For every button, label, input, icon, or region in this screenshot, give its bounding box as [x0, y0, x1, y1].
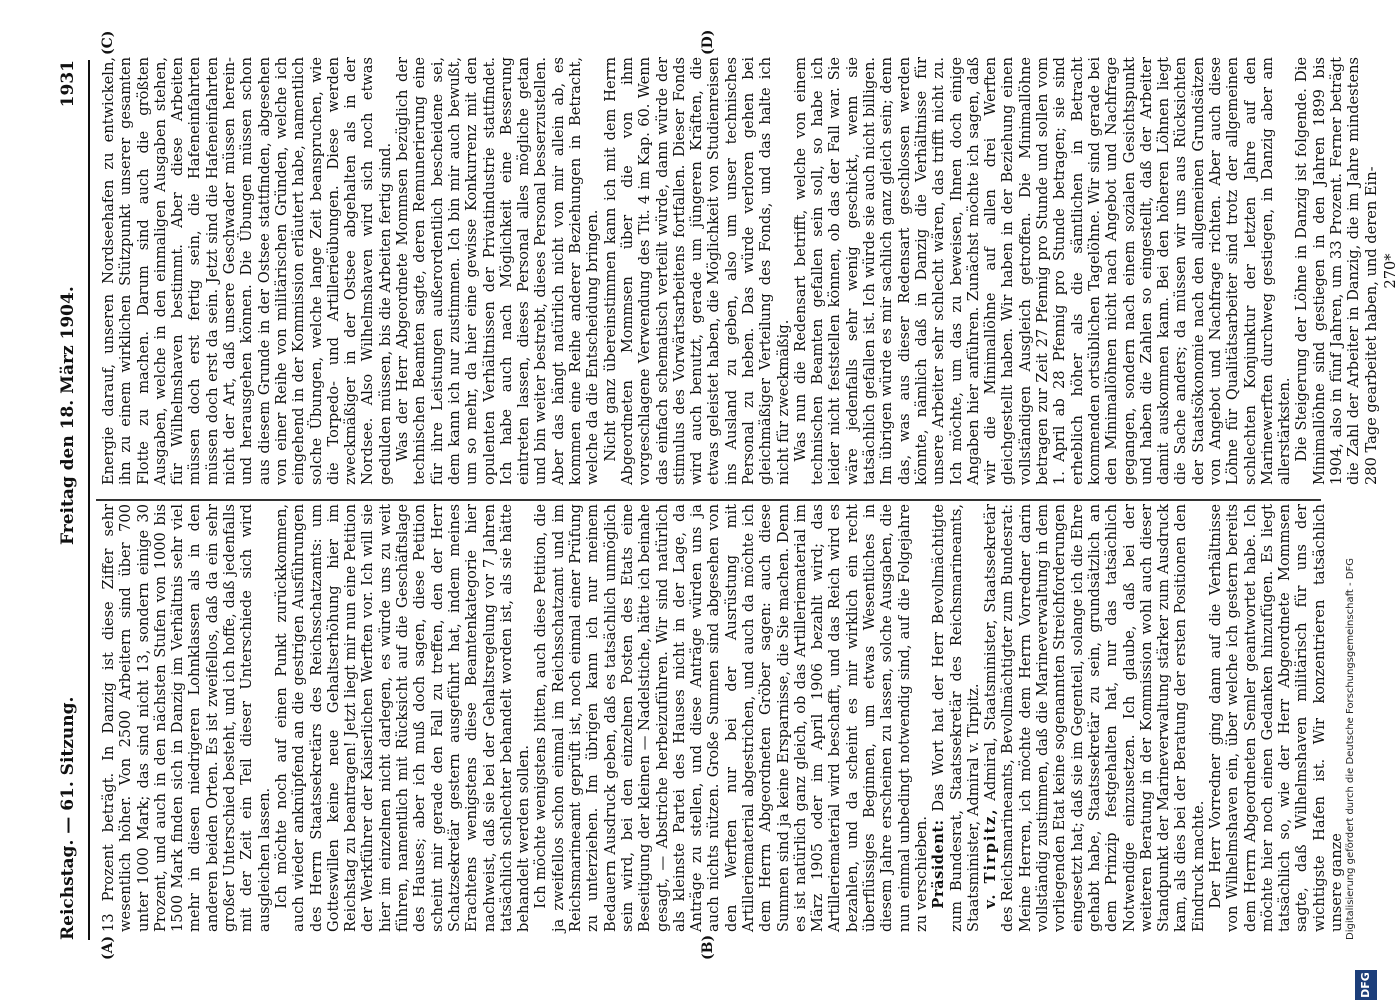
column-divider [96, 500, 1321, 502]
paragraph: Ich möchte wenigstens bitten, auch diese Petition, die ja zweifellos schon einmal im Reichsschatzamt und im Reichsmarineamt geprüft ist, noch einmal einer Prüfung zu unterziehen. Im übrigen kann ich nur meinem Bedauern Ausdruck geben, daß es tatsächlich unmöglich sein wird, bei den einzelnen Posten des Etats eine Beseitigung der kleinen — Nadelstiche, hätte ich beinahe gesagt, — Abstriche herbeizuführen. Wir sind natürlich als kleinste Partei des Hauses nicht in der Lage, da Anträge zu stellen, und diese Anträge würden uns ja auch nichts nützen. Große Summen sind abgesehen von den Werften nur bei der Ausrüstung mit Artilleriematerial abgestrichen, und auch da möchte ich dem Herrn Abgeordneten Gröber sagen: auch diese Summen sind ja keine Ersparnisse, die Sie machen. Denn es ist natürlich ganz gleich, ob das Artilleriematerial im März 1905 oder im April 1906 bezahlt wird; das Artilleriematerial wird beschafft, und das Reich wird es bezahlen, und da scheint es mir wirklich ein recht überflüssiges Beginnen, um etwas Wesentliches in diesem Jahre erscheinen zu lassen, solche Ausgaben, die nun einmal unbedingt notwendig sind, auf die Folgejahre zu verschieben. [532, 504, 930, 932]
paragraph [982, 504, 1207, 932]
paragraph: Was nun die Redensart betrifft, welche von einem technischen Beamten gefallen sein soll, so habe ich leider nicht feststellen können, ob das der Fall war. Sie wäre jedenfalls sehr wenig geschickt, wenn sie tatsächlich gefallen ist. Ich würde sie auch nicht billigen. Im übrigen würde es mir sachlich ganz gleich sein; denn das, was aus dieser Redensart geschlossen werden könnte, nämlich daß in Danzig die Verhältnisse für unsere Arbeiter sehr schlecht wären, das trifft nicht zu. Ich möchte, um das zu beweisen, Ihnen doch einige Angaben hier anführen. Zunächst möchte ich sagen, daß wir die Minimallöhne auf allen drei Werften gleichgestellt haben. Wir haben in der Beziehung einen vollständigen Ausgleich getroffen. Die Minimallöhne betragen zur Zeit 27 Pfennig pro Stunde und sollen vom 1. April ab 28 Pfennig pro Stunde betragen; sie sind erheblich höher als die sämtlichen in Betracht kommenden ortsüblichen Tagelöhne. Wir sind gerade bei den Minimallöhnen nicht nach Angebot und Nachfrage gegangen, sondern nach einem sozialen Gesichtspunkt und haben die Zahlen so eingestellt, daß der Arbeiter damit auskommen kann. Bei den höheren Löhnen liegt die Sache anders; da müssen wir uns aus Rücksichten der Staatsökonomie nach den allgemeinen Grundsätzen von Angebot und Nachfrage richten. Aber auch diese Löhne für Qualitätsarbeiter sind trotz der allgemeinen schlechten Konjunktur der letzten Jahre auf den Marinewerften durchweg gestiegen, in Danzig aber am allerstärksten. [791, 57, 1294, 485]
paragraph-text: Admiral, Staatsminister, Staatssekretär des Reichsmarineamts, Bevollmächtigter zum Bundesrat: Meine Herren, ich möchte dem Herrn Vorredner darin vollständig zustimmen, daß die Marineverwaltung in dem vorliegenden Etat keine sogenannten Streichforderungen eingesetzt hat; daß sie im Gegenteil, solange ich die Ehre gehabt habe, Staatssekretär zu sein, grundsätzlich an dem Prinzip festgehalten hat, nur das tatsächlich Notwendige einzusetzen. Ich glaube, daß bei der weiteren Beratung in der Kommission wohl auch dieser Standpunkt der Marineverwaltung stärker zum Ausdruck kam, als dies bei der Beratung der ersten Positionen den Eindruck machte. [982, 503, 1207, 932]
paragraph: Was der Herr Abgeordnete Mommsen bezüglich der technischen Beamten sagte, deren Remunerierung eine für ihre Leistungen außerordentlich bescheidene sei, dem kann ich nur zustimmen. Ich bin mir auch bewußt, um so mehr, da hier eine gewisse Konkurrenz mit den opulenten Verhältnissen der Privatindustrie stattfindet. Ich habe auch nach Möglichkeit eine Besserung eintreten lassen, dieses Personal alles mögliche getan und bin weiter bestrebt, dieses Personal besserzustellen. Aber das hängt natürlich nicht von mir allein ab, es kommen eine Reihe anderer Beziehungen in Betracht, welche da die Entscheidung bringen. [394, 57, 602, 485]
margin-marker-a: (A) [100, 935, 116, 960]
page-header [58, 60, 84, 940]
header-page-number: 1931 [58, 60, 78, 108]
paragraph [930, 504, 982, 932]
header-date: Freitag den 18. März 1904. [58, 286, 78, 545]
margin-marker-b: (B) [700, 934, 716, 960]
paragraph: Die Steigerung der Löhne in Danzig ist folgende. Die Minimallöhne sind gestiegen in den Jahren 1899 bis 1904, also in fünf Jahren, um 33 Prozent. Ferner beträgt die Zahl der Arbeiter in Danzig, die im Jahre mindestens 280 Tage gearbeitet haben, und deren Ein- [1293, 57, 1380, 485]
paragraph: 13 Prozent beträgt. In Danzig ist diese Ziffer sehr wesentlich höher. Von 2500 Arbeitern sind über 700 unter 1000 Mark; das sind nicht 13, sondern einige 30 Prozent, und auch in den nächsten Stufen von 1000 bis 1500 Mark finden sich in Danzig im Verhältnis sehr viel mehr in diesen niedrigeren Lohnklassen als in den anderen beiden Orten. Es ist zweifellos, daß da ein sehr großer Unterschied besteht, und ich hoffe, daß jedenfalls mit der Zeit ein Teil dieser Unterschiede sich wird ausgleichen lassen. [100, 504, 273, 932]
digitization-note: Digitalisierung gefördert durch die Deutsche Forschungsgemeinschaft - DFG [1345, 557, 1356, 940]
header-rule [88, 60, 90, 940]
paragraph: Nicht ganz übereinstimmen kann ich mit dem Herrn Abgeordneten Mommsen über die von ihm vorgeschlagene Verwendung des Tit. 4 im Kap. 60. Wenn das einfach schematisch verteilt würde, dann würde der stimulus des Vorwärtsarbeitens fortfallen. Dieser Fonds wird auch benutzt, gerade um jüngeren Kräften, die etwas geleistet haben, die Möglichkeit von Studienreisen ins Ausland zu geben, also um unser technisches Personal zu heben. Das würde verloren gehen bei gleichmäßiger Verteilung des Fonds, und das halte ich nicht für zweckmäßig. [601, 57, 792, 485]
right-column [100, 57, 1399, 485]
margin-marker-c: (C) [100, 30, 116, 55]
left-column [100, 504, 1345, 932]
speaker-name: v. Tirpitz, [982, 807, 1000, 909]
paragraph: Energie darauf, unseren Nordseehafen zu entwickeln, ihn zu einem wirklichen Stützpunkt unserer gesamten Flotte zu machen. Darum sind auch die größten Ausgaben, welche in den einmaligen Ausgaben stehen, für Wilhelmshaven bestimmt. Aber diese Arbeiten müssen doch erst fertig sein, die Hafeneinfahrten müssen doch erst da sein. Jetzt sind die Hafeneinfahrten nicht der Art, daß unsere Geschwader müssen herein- und herausgehen können. Die Übungen müssen schon aus diesem Grunde in der Ostsee stattfinden, abgesehen von einer Reihe von militärischen Gründen, welche ich eingehend in der Kommission erläutert habe, namentlich solche Übungen, welche lange Zeit beanspruchen, wie die Torpedo- und Artillerieübungen. Diese werden zweckmäßiger in der Ostsee abgehalten als in der Nordsee. Also Wilhelmshaven wird sich noch etwas gedulden müssen, bis die Arbeiten fertig sind. [100, 57, 394, 485]
margin-marker-d: (D) [700, 29, 716, 55]
paragraph-text: Das Wort hat der Herr Bevollmächtigte zum Bundesrat, Staatssekretär des Reichsmarineamts, Staatsminister, Admiral v. Tirpitz. [930, 503, 982, 932]
speaker-name: Präsident: [930, 819, 948, 909]
dfg-logo: DFG [1355, 970, 1377, 1000]
header-left: Reichstag. — 61. Sitzung. [58, 696, 78, 940]
paragraph: Ich möchte noch auf einen Punkt zurückkommen, auch wieder anknüpfend an die gestrigen Ausführungen des Herrn Staatssekretärs des Reichsschatzamts: um Gotteswillen keine neue Gehaltserhöhung hier im Reichstag zu beantragen! Jetzt liegt mir nun eine Petition der Werkführer der Kaiserlichen Werften vor. Ich will sie hier im einzelnen nicht darlegen, es würde uns zu weit führen, namentlich mit Rücksicht auf die Geschäftslage des Hauses; aber ich muß doch sagen, diese Petition scheint mir gerade den Fall zu treffen, den der Herr Schatzsekretär gestern ausgeführt hat, indem meines Erachtens wenigstens diese Beamtenkategorie hier nachweist, daß sie bei der Gehaltsregelung vor 7 Jahren tatsächlich schlechter behandelt worden ist, als sie hätte behandelt werden sollen. [272, 504, 533, 932]
page-signature: 270* [1381, 253, 1399, 289]
paragraph: Der Herr Vorredner ging dann auf die Verhältnisse von Wilhelmshaven ein, über welche ich gestern bereits dem Herrn Abgeordneten Semler geantwortet habe. Ich möchte hier noch einen Gedanken hinzufügen. Es liegt tatsächlich so, wie der Herr Abgeordnete Mommsen sagte, daß Wilhelmshaven militärisch für uns der wichtigste Hafen ist. Wir konzentrieren tatsächlich unsere ganze [1207, 504, 1346, 932]
